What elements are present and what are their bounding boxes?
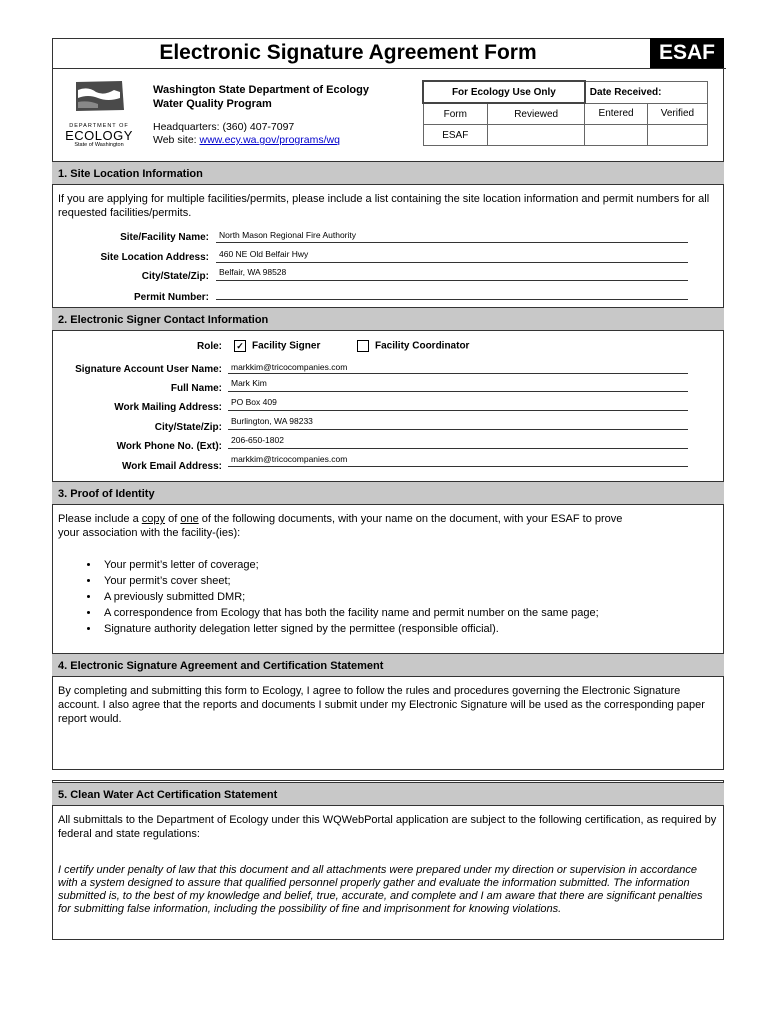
ecology-use-row bbox=[423, 103, 708, 125]
full-name-field[interactable] bbox=[228, 391, 688, 392]
list-item: • Signature authority delegation letter signed by the permittee (responsible official). bbox=[100, 621, 722, 637]
website-label: Web site: bbox=[153, 134, 200, 146]
section-5-body: All submittals to the Department of Ecology under this WQWebPortal application are subject to the following certification, as required by federal and state regulations: bbox=[58, 814, 717, 840]
table-cell[interactable] bbox=[647, 125, 707, 146]
work-mailing-address-field[interactable] bbox=[228, 410, 688, 411]
mailing-city-state-zip-label: City/State/Zip: bbox=[154, 422, 222, 433]
site-facility-name-field[interactable] bbox=[216, 242, 688, 243]
site-city-state-zip-label: City/State/Zip: bbox=[141, 271, 209, 282]
work-email-field[interactable] bbox=[228, 466, 688, 467]
signature-account-user-name-label: Signature Account User Name: bbox=[75, 364, 222, 375]
mailing-city-state-zip-field[interactable] bbox=[228, 429, 688, 430]
table-cell: Entered bbox=[585, 103, 648, 125]
section-4-header: 4. Electronic Signature Agreement and Certification Statement bbox=[52, 653, 724, 677]
mailing-city-state-zip-value: Burlington, WA 98233 bbox=[231, 416, 313, 426]
headquarters-phone: Headquarters: (360) 407-7097 bbox=[153, 121, 295, 133]
permit-number-label: Permit Number: bbox=[133, 292, 209, 303]
role-label: Role: bbox=[197, 341, 222, 352]
work-phone-field[interactable] bbox=[228, 448, 688, 449]
table-cell[interactable] bbox=[488, 125, 585, 146]
agency-name: Washington State Department of Ecology bbox=[153, 84, 369, 96]
list-item: • Your permit’s letter of coverage; bbox=[100, 557, 722, 573]
intro-text: of bbox=[165, 513, 181, 525]
ecology-use-header-row bbox=[423, 81, 708, 103]
logo-text: ECOLOGY bbox=[65, 128, 133, 143]
contact-block bbox=[153, 121, 340, 147]
logo-subtitle: State of Washington bbox=[74, 142, 124, 148]
site-location-address-field[interactable] bbox=[216, 262, 688, 263]
list-item: • Your permit’s cover sheet; bbox=[100, 573, 722, 589]
facility-signer-checkbox[interactable]: ✓ bbox=[234, 340, 246, 352]
title-divider bbox=[52, 68, 726, 69]
section-4-body: By completing and submitting this form to Ecology, I agree to follow the rules and procedures governing the Electronic Signature account. I also agree that the reports and documents I submit under my Electronic Signature will be used as the corresponding paper report would. bbox=[58, 685, 705, 725]
certification-statement: I certify under penalty of law that this document and all attachments were prepared under my direction or supervision in accordance with a system designed to assure that qualified personnel properly gather and evaluate the information submitted. The information submitted is, to the best of my knowledge and belief, true, accurate, and complete and I am aware that there are significant penalties for submitting false information, including the possibility of fine and imprisonment for knowing violations. bbox=[58, 864, 703, 915]
work-phone-label: Work Phone No. (Ext): bbox=[116, 441, 222, 452]
proof-documents-list bbox=[52, 557, 722, 637]
list-item: • A previously submitted DMR; bbox=[100, 589, 722, 605]
work-email-label: Work Email Address: bbox=[121, 461, 222, 472]
website-line bbox=[153, 134, 340, 147]
table-cell: Verified bbox=[647, 103, 707, 125]
section-3-intro-line1 bbox=[58, 512, 718, 526]
section-1-intro: If you are applying for multiple facilities/permits, please include a list containing the site location information and permit numbers for all requested facilities/permits. bbox=[58, 193, 710, 219]
intro-one-emphasis: one bbox=[180, 513, 199, 525]
site-facility-name-value: North Mason Regional Fire Authority bbox=[219, 230, 357, 240]
permit-number-field[interactable] bbox=[216, 299, 688, 300]
page-title: Electronic Signature Agreement Form bbox=[159, 41, 537, 64]
table-cell[interactable] bbox=[585, 125, 648, 146]
facility-signer-label: Facility Signer bbox=[252, 340, 321, 352]
role-facility-signer[interactable] bbox=[234, 340, 320, 352]
logo-top-text: DEPARTMENT OF bbox=[69, 123, 129, 129]
work-email-value: markkim@tricocompanies.com bbox=[231, 454, 348, 464]
title-row bbox=[52, 38, 724, 68]
date-received-header: Date Received: bbox=[585, 81, 708, 103]
esaf-badge: ESAF bbox=[650, 38, 724, 68]
list-item: • A correspondence from Ecology that has both the facility name and permit number on the same page; bbox=[100, 605, 722, 621]
section-1-header: 1. Site Location Information bbox=[52, 161, 724, 185]
intro-copy-emphasis: copy bbox=[141, 513, 166, 525]
table-cell: Form bbox=[423, 103, 488, 125]
section-3-intro-line2: your association with the facility-(ies): bbox=[58, 527, 241, 539]
ecology-use-row bbox=[423, 125, 708, 146]
work-mailing-address-value: PO Box 409 bbox=[231, 397, 277, 407]
washington-state-map-icon bbox=[64, 76, 134, 120]
site-facility-name-label: Site/Facility Name: bbox=[120, 232, 209, 243]
full-name-label: Full Name: bbox=[170, 383, 222, 394]
table-cell: ESAF bbox=[423, 125, 488, 146]
facility-coordinator-label: Facility Coordinator bbox=[375, 340, 470, 352]
section-3-header: 3. Proof of Identity bbox=[52, 481, 724, 505]
site-location-address-value: 460 NE Old Belfair Hwy bbox=[219, 249, 309, 259]
signature-account-user-name-value: markkim@tricocompanies.com bbox=[231, 362, 348, 372]
work-mailing-address-label: Work Mailing Address: bbox=[114, 402, 222, 413]
site-city-state-zip-field[interactable] bbox=[216, 280, 688, 281]
site-city-state-zip-value: Belfair, WA 98528 bbox=[219, 267, 287, 277]
site-location-address-label: Site Location Address: bbox=[100, 252, 209, 263]
work-phone-value: 206-650-1802 bbox=[231, 435, 284, 445]
website-link[interactable]: www.ecy.wa.gov/programs/wq bbox=[199, 134, 340, 146]
section-3-intro bbox=[58, 512, 718, 540]
role-facility-coordinator[interactable] bbox=[357, 340, 469, 352]
full-name-value: Mark Kim bbox=[231, 378, 267, 388]
ecology-use-table bbox=[422, 80, 708, 146]
program-name: Water Quality Program bbox=[153, 98, 272, 110]
section-2-header: 2. Electronic Signer Contact Information bbox=[52, 307, 724, 331]
ecology-logo bbox=[64, 76, 134, 148]
section-5-header: 5. Clean Water Act Certification Statement bbox=[52, 782, 724, 806]
intro-text: Please include a bbox=[58, 513, 142, 525]
ecology-use-header: For Ecology Use Only bbox=[423, 81, 585, 103]
facility-coordinator-checkbox[interactable] bbox=[357, 340, 369, 352]
table-cell: Reviewed bbox=[488, 103, 585, 125]
signature-account-user-name-field[interactable] bbox=[228, 373, 688, 374]
intro-text: of the following documents, with your name on the document, with your ESAF to prove bbox=[198, 513, 623, 525]
agency-block bbox=[153, 83, 369, 111]
